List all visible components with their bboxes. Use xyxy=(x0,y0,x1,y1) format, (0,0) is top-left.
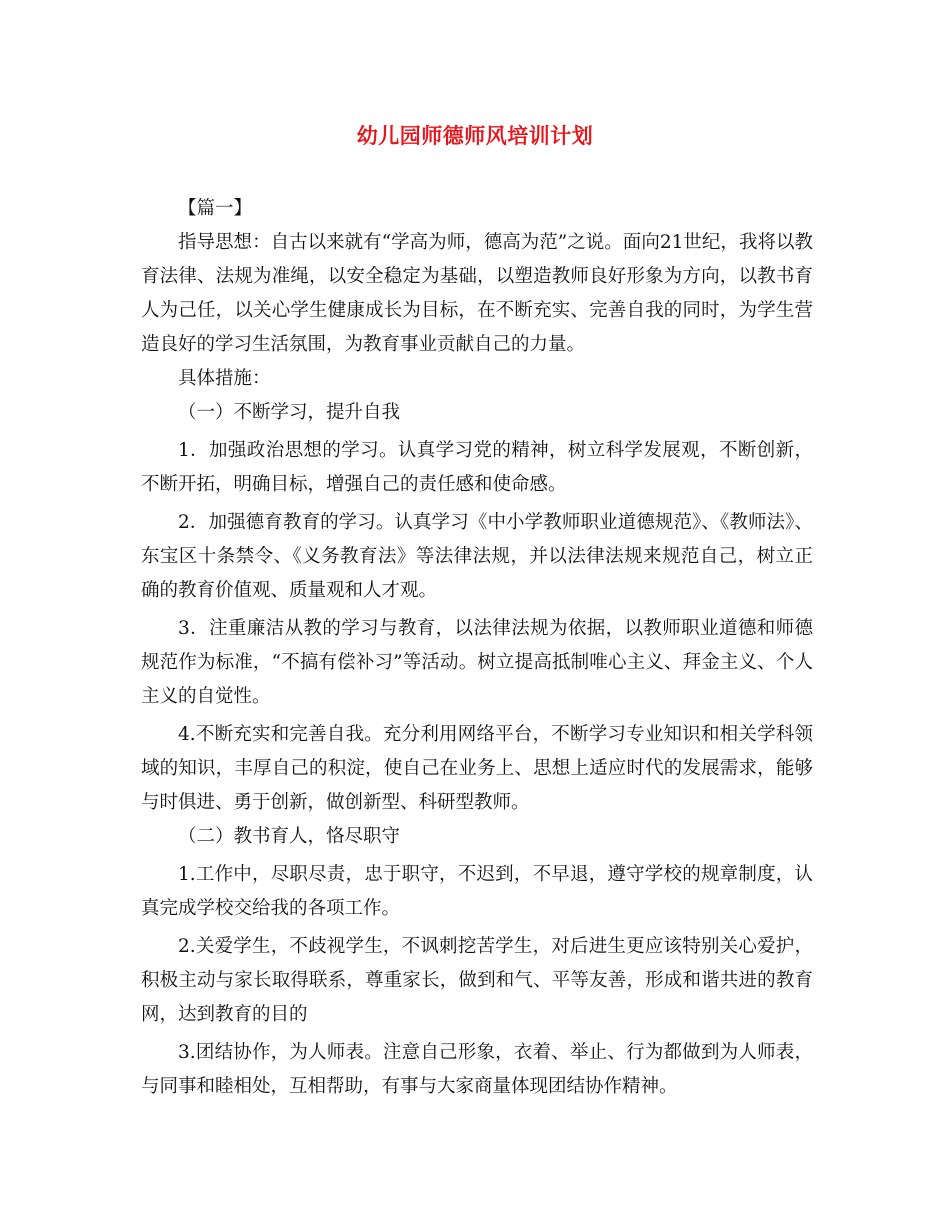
paragraph-item-1-1: 1．加强政治思想的学习。认真学习党的精神，树立科学发展观，不断创新，不断开拓，明确目标，增强自己的责任感和使命感。 xyxy=(141,440,813,495)
paragraph-measures-heading: 具体措施： xyxy=(178,368,271,389)
subheading-teaching-duty: （二）教书育人，恪尽职守 xyxy=(178,826,401,847)
paragraph-item-2-2: 2.关爱学生，不歧视学生，不讽刺挖苦学生，对后进生更应该特别关心爱护，积极主动与家长取得联系，尊重家长，做到和气、平等友善，形成和谐共进的教育网，达到教育的目的 xyxy=(141,936,813,1025)
paragraph-item-2-1: 1.工作中，尽职尽责，忠于职守，不迟到，不早退，遵守学校的规章制度，认真完成学校交给我的各项工作。 xyxy=(141,864,813,919)
paragraph-item-1-2: 2．加强德育教育的学习。认真学习《中小学教师职业道德规范》、《教师法》、东宝区十条禁令、《义务教育法》等法律法规，并以法律法规来规范自己，树立正确的教育价值观、质量观和人才观。 xyxy=(141,512,813,601)
document-title: 幼儿园师德师风培训计划 xyxy=(356,124,594,148)
paragraph-item-2-3: 3.团结协作，为人师表。注意自己形象，衣着、举止、行为都做到为人师表，与同事和睦相处，互相帮助，有事与大家商量体现团结协作精神。 xyxy=(141,1042,813,1097)
document-body xyxy=(141,192,813,1104)
paragraph-guiding-thought: 指导思想：自古以来就有“学高为师，德高为范”之说。面向21世纪，我将以教育法律、法规为准绳，以安全稳定为基础，以塑造教师良好形象为方向，以教书育人为己任，以关心学生健康成长为目标，在不断充实、完善自我的同时，为学生营造良好的学习生活氛围，为教育事业贡献自己的力量。 xyxy=(141,232,813,355)
section-label: 【篇一】 xyxy=(178,198,253,219)
subheading-continuous-learning: （一）不断学习，提升自我 xyxy=(178,402,401,423)
paragraph-item-1-3: 3．注重廉洁从教的学习与教育，以法律法规为依据，以教师职业道德和师德规范作为标准，“不搞有偿补习”等活动。树立提高抵制唯心主义、拜金主义、个人主义的自觉性。 xyxy=(141,618,813,707)
paragraph-item-1-4: 4.不断充实和完善自我。充分利用网络平台，不断学习专业知识和相关学科领域的知识，丰厚自己的积淀，使自己在业务上、思想上适应时代的发展需求，能够与时俱进、勇于创新，做创新型、科研型教师。 xyxy=(141,724,813,813)
